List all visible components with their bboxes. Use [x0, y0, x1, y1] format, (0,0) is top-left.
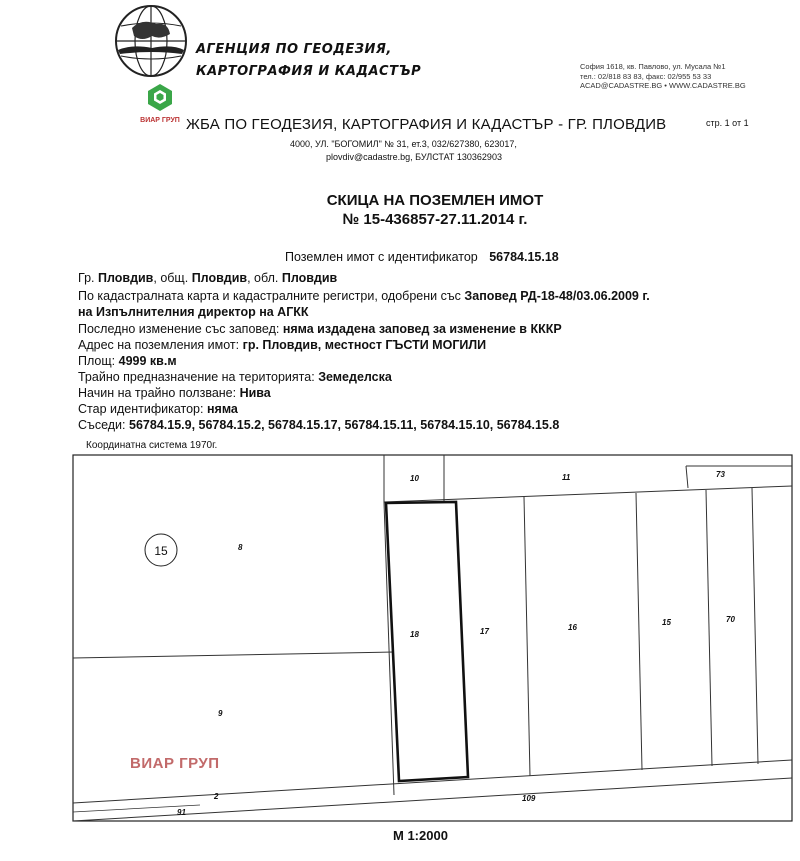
region-prefix: , обл.	[247, 271, 279, 285]
municipality-prefix: , общ.	[153, 271, 189, 285]
brand-logo-text: ВИАР ГРУП	[140, 117, 180, 124]
boundary-line	[686, 466, 688, 488]
last-change-label: Последно изменение със заповед:	[78, 322, 280, 336]
old-id-row	[78, 402, 238, 416]
document-title: СКИЦА НА ПОЗЕМЛЕН ИМОТ	[326, 192, 544, 209]
boundary-line	[752, 488, 758, 764]
purpose-label: Трайно предназначение на територията:	[78, 370, 315, 384]
office-address-line1: 4000, УЛ. "БОГОМИЛ" № 31, ет.3, 032/627380, 623017,	[290, 139, 517, 149]
location-row	[78, 271, 337, 285]
agency-name-line1: АГЕНЦИЯ ПО ГЕОДЕЗИЯ,	[196, 42, 392, 57]
area-row	[78, 354, 177, 368]
plot-label: 109	[522, 794, 536, 803]
identifier-value: 56784.15.18	[489, 250, 559, 264]
purpose-row	[78, 370, 392, 384]
plot-label: 17	[480, 627, 489, 636]
address-row	[78, 338, 486, 352]
plot-label: 11	[562, 473, 571, 482]
boundary-line	[706, 490, 712, 766]
address-value: гр. Пловдив, местност ГЪСТИ МОГИЛИ	[242, 338, 487, 352]
old-id-label: Стар идентификатор:	[78, 402, 204, 416]
purpose-value: Земеделска	[318, 370, 392, 384]
agency-address-line: София 1618, кв. Павлово, ул. Мусала №1	[580, 62, 726, 71]
agency-name-line2: КАРТОГРАФИЯ И КАДАСТЪР	[196, 64, 422, 79]
order-value: Заповед РД-18-48/03.06.2009 г.	[464, 289, 650, 303]
location-prefix: Гр.	[78, 271, 95, 285]
brand-logo	[133, 82, 187, 124]
subject-plot-18-outline	[386, 502, 468, 781]
plot-label: 16	[568, 623, 577, 632]
area-label: Площ:	[78, 354, 116, 368]
page-number: стр. 1 от 1	[706, 118, 749, 128]
office-title: ЖБА ПО ГЕОДЕЗИЯ, КАРТОГРАФИЯ И КАДАСТЪР - ГР. ПЛОВДИВ	[186, 116, 667, 133]
municipality-value: Пловдив	[191, 271, 248, 285]
plot-label: 91	[177, 808, 186, 817]
boundary-line	[524, 497, 530, 776]
map-scale: М 1:2000	[393, 828, 448, 843]
plot-label: 8	[238, 543, 243, 552]
map-basis-text: По кадастралната карта и кадастралните регистри, одобрени със	[78, 289, 461, 303]
plot-label: 18	[410, 630, 419, 639]
usage-label: Начин на трайно ползване:	[78, 386, 237, 400]
old-id-value: няма	[206, 402, 238, 416]
region-value: Пловдив	[281, 271, 338, 285]
neighbours-value: 56784.15.9, 56784.15.2, 56784.15.17, 56784.15.11, 56784.15.10, 56784.15.8	[129, 418, 560, 432]
plot-label: 73	[716, 470, 725, 479]
brand-cube-icon	[145, 82, 175, 112]
last-change-row	[78, 322, 562, 336]
coordinate-system-label: Координатна система 1970г.	[86, 440, 218, 451]
usage-value: Нива	[239, 386, 271, 400]
document-number: № 15-436857-27.11.2014 г.	[342, 211, 528, 228]
plot-label: 2	[214, 792, 219, 801]
area-value: 4999 кв.м	[118, 354, 177, 368]
agency-email-line: ACAD@CADASTRE.BG • WWW.CADASTRE.BG	[580, 81, 746, 90]
district-number: 15	[154, 544, 168, 558]
last-change-value: няма издадена заповед за изменение в КККР	[282, 322, 562, 336]
agency-phone-line: тел.: 02/818 83 83, факс: 02/955 53 33	[580, 71, 712, 81]
neighbours-label: Съседи:	[78, 418, 126, 432]
cadastral-map	[0, 448, 800, 826]
agency-contact-block	[580, 62, 746, 91]
boundary-line	[384, 486, 792, 502]
plot-label: 70	[726, 615, 735, 624]
identifier-row	[285, 250, 559, 264]
usage-row	[78, 386, 271, 400]
order-issuer: на Изпълнителния директор на АГКК	[78, 305, 309, 319]
neighbours-row	[78, 418, 559, 432]
identifier-label: Поземлен имот с идентификатор	[285, 250, 478, 264]
agency-globe-logo	[112, 2, 190, 85]
watermark-text: ВИАР ГРУП	[130, 755, 220, 772]
office-address-line2: plovdiv@cadastre.bg, БУЛСТАТ 130362903	[326, 152, 502, 162]
address-label: Адрес на поземления имот:	[78, 338, 240, 352]
boundary-line	[636, 493, 642, 770]
map-basis-row	[78, 289, 650, 303]
plot-label: 9	[218, 709, 223, 718]
city-value: Пловдив	[97, 271, 154, 285]
plot-label: 10	[410, 474, 419, 483]
boundary-line	[73, 652, 394, 658]
plot-label: 15	[662, 618, 671, 627]
